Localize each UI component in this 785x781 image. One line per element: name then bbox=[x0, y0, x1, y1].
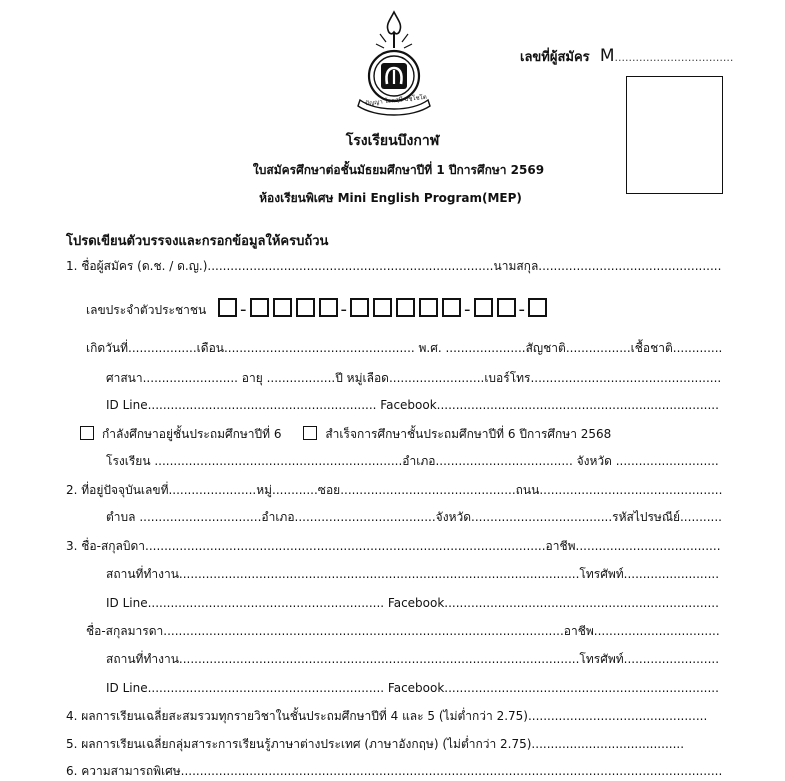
id-digit-box[interactable] bbox=[396, 298, 415, 317]
id-digit-box[interactable] bbox=[250, 298, 269, 317]
citizen-id-label: เลขประจำตัวประชาชน bbox=[86, 303, 207, 317]
father-workplace-line[interactable]: สถานที่ทำงาน.........................................................................................................โทรศัพท์......................... bbox=[106, 567, 720, 581]
father-social-line[interactable]: ID Line.............................................................. Facebook........................................................................ bbox=[106, 596, 719, 610]
id-digit-box[interactable] bbox=[296, 298, 315, 317]
id-digit-box[interactable] bbox=[528, 298, 547, 317]
id-digit-box[interactable] bbox=[373, 298, 392, 317]
applicant-number-dots[interactable]: .................................. bbox=[614, 51, 734, 64]
address-line[interactable]: 2. ที่อยู่ปัจจุบันเลขที่.......................หมู่............ซอย..............................................ถนน................................................ bbox=[66, 483, 723, 497]
form-title: ใบสมัครศึกษาต่อชั้นมัธยมศึกษาปีที่ 1 ปีการศึกษา 2569 bbox=[252, 163, 545, 177]
citizen-id-row: เลขประจำตัวประชาชน - - - - bbox=[86, 298, 551, 320]
applicant-number-label: เลขที่ผู้สมัคร bbox=[520, 50, 590, 65]
mother-social-line[interactable]: ID Line.............................................................. Facebook........................................................................ bbox=[106, 681, 719, 695]
religion-age-line[interactable]: ศาสนา......................... อายุ ..................ปี หมู่เลือด.........................เบอร์โทร.................................................. bbox=[106, 371, 722, 385]
id-digit-box[interactable] bbox=[474, 298, 493, 317]
father-name-line[interactable]: 3. ชื่อ-สกุลบิดา.........................................................................................................อาชีพ...................................... bbox=[66, 539, 721, 553]
school-name: โรงเรียนบึงกาฬ bbox=[345, 133, 440, 149]
applicant-number bbox=[520, 46, 733, 67]
id-digit-box[interactable] bbox=[273, 298, 292, 317]
mother-name-line[interactable]: ชื่อ-สกุลมารดา.........................................................................................................อาชีพ................................. bbox=[86, 624, 720, 638]
id-digit-box[interactable] bbox=[497, 298, 516, 317]
applicant-name-line[interactable]: 1. ชื่อผู้สมัคร (ด.ช. / ด.ญ.)...........................................................................นามสกุล................................................ bbox=[66, 259, 722, 273]
study-status-row bbox=[80, 425, 611, 443]
applicant-number-prefix: M bbox=[599, 46, 615, 66]
studying-checkbox[interactable] bbox=[80, 426, 94, 440]
english-gpa-line[interactable]: 5. ผลการเรียนเฉลี่ยกลุ่มสาระการเรียนรู้ภาษาต่างประเทศ (ภาษาอังกฤษ) (ไม่ต่ำกว่า 2.75)........................................ bbox=[66, 737, 685, 751]
gpa-line[interactable]: 4. ผลการเรียนเฉลี่ยสะสมรวมทุกรายวิชาในชั้นประถมศึกษาปีที่ 4 และ 5 (ไม่ต่ำกว่า 2.75)............................................... bbox=[66, 709, 708, 723]
id-digit-box[interactable] bbox=[218, 298, 237, 317]
logo-motto: ปัญญา โลกสฺมึ ปชฺโชโต bbox=[365, 93, 428, 108]
studying-label: กำลังศึกษาอยู่ชั้นประถมศึกษาปีที่ 6 bbox=[102, 427, 282, 441]
id-digit-box[interactable] bbox=[319, 298, 338, 317]
id-digit-box[interactable] bbox=[442, 298, 461, 317]
instruction: โปรดเขียนตัวบรรจงและกรอกข้อมูลให้ครบถ้วน bbox=[66, 234, 329, 249]
id-digit-box[interactable] bbox=[419, 298, 438, 317]
special-ability-line[interactable]: 6. ความสามารถพิเศษ.............................................................................................................................................. bbox=[66, 764, 723, 778]
mother-workplace-line[interactable]: สถานที่ทำงาน.........................................................................................................โทรศัพท์......................... bbox=[106, 652, 720, 666]
id-digit-box[interactable] bbox=[350, 298, 369, 317]
graduated-checkbox[interactable] bbox=[303, 426, 317, 440]
applicant-social-line[interactable]: ID Line............................................................ Facebook.......................................................................... bbox=[106, 398, 719, 412]
graduated-label: สำเร็จการศึกษาชั้นประถมศึกษาปีที่ 6 ปีการศึกษา 2568 bbox=[325, 427, 612, 441]
address-district-line[interactable]: ตำบล ................................อำเภอ.....................................จังหวัด.....................................รหัสไปรษณีย์........... bbox=[106, 510, 722, 524]
program-title: ห้องเรียนพิเศษ Mini English Program(MEP) bbox=[259, 191, 522, 205]
birth-info-line[interactable]: เกิดวันที่..................เดือน.................................................. พ.ศ. .....................สัญชาติ.................เชื้อชาติ............. bbox=[86, 341, 723, 355]
school-line[interactable]: โรงเรียน .................................................................อำเภอ.................................... จังหวัด ........................... bbox=[106, 454, 719, 468]
